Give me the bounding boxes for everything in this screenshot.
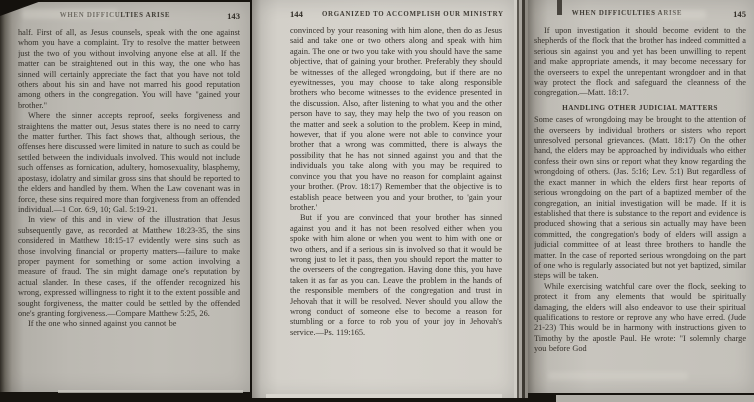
bottom-page-edge [556,395,754,402]
page-edge-stack [514,0,528,398]
paragraph: Some cases of wrongdoing may be brought to the attention of the overseers by individual brothers or sisters who report unresolved personal grievances. (Matt. 18:17) On the other hand, the elders may be approached by individuals who either confess their own sins or report what they know regarding the wrongdoing of others. (Jas. 5:16; Lev. 5:1) But regardless of the exact manner in which the elders first hear reports of serious wrongdoing on the part of a baptized member of the congregation, an initial investigation will be made. If it is established that there is substance to the report and evidence is produced showing that a serious sin actually may have been committed, the congregation's body of elders will assign a judicial committee of at least three brothers to handle the matter. In the case of reported serious wrongdoing on the part of one who is regularly associated but not yet baptized, similar steps will be taken. [534,115,746,281]
page-header-145 [536,10,746,22]
paragraph: In view of this and in view of the illustration that Jesus subsequently gave, as recorded at Matthew 18:23-35, the sins considered in Matthew 18:15-17 evidently were sins such as those involving financial or property matters—failure to make proper payment for something or some action involving a measure of fraud. The sin might damage one's reputation by actual slander. In these cases, if the offender recognized his wrong, expressed willingness to right it to the extent possible and sought forgiveness, the matter could be settled by the offended one's granting forgiveness.—Compare Matthew 5:25, 26. [18,215,240,318]
paragraph: But if you are convinced that your brother has sinned against you and it has not been resolved either when you spoke with him alone or when you went to him with one or two others, and if a serious sin is involved so that it would be wrong just to let it pass, then you should report the matter to the overseers of the congregation. Having done this, you have taken it as far as you can. Leave the problem in the hands of the responsible members of the congregation and trust in Jehovah that it will be resolved. Never should you allow the wrong conduct of someone else to become a reason for stumbling or a force to rob you of your joy in Jehovah's service.—Ps. 119:165. [290,213,502,337]
paragraph: Where the sinner accepts reproof, seeks forgiveness and straightens the matter out, Jesus states there is no need to carry the matter further. This fact shows that, although serious, the offenses here discussed were limited in nature to such as could be settled between the individuals involved. This would not include such offenses as fornication, adultery, homosexuality, blasphemy, apostasy, idolatry and similar gross sins that should be reported to the elders and handled by them. When the Law covenant was in force, these sins required more than forgiveness from an offended individual.—1 Cor. 6:9, 10; Gal. 5:19-21. [18,111,240,214]
running-head: WHEN DIFFICULTIES ARISE [571,10,683,17]
book-page-145 [528,0,754,393]
paragraph: While exercising watchful care over the flock, seeking to protect it from any elements that would be spiritually damaging, the elders will also endeavor to use their spiritual qualifications to restore or reprove any who have erred. (Jude 21-23) This would be in harmony with instructions given to Timothy by the apostle Paul. He wrote: "I solemnly charge you before God [534,281,746,354]
page-body-143 [18,28,240,386]
page-number: 143 [227,11,240,21]
running-head: ORGANIZED TO ACCOMPLISH OUR MINISTRY [322,11,504,18]
page-number: 144 [290,9,303,19]
scan-smudge [660,10,706,19]
page-number: 145 [733,9,746,19]
book-page-143 [0,2,250,392]
section-heading: HANDLING OTHER JUDICIAL MATTERS [562,102,718,112]
page-header-144 [290,10,502,22]
paragraph: If upon investigation it should become evident to the shepherds of the flock that the brother has indeed committed a serious sin against you and yet has been unwilling to repent and make appropriate amends, it may become necessary for the overseers to expel the unrepentant wrongdoer and in that way protect the flock and safeguard the cleanness of the congregation.—Matt. 18:17. [534,26,746,98]
paragraph: If the one who sinned against you cannot be [28,319,177,329]
scan-smudge [22,9,118,19]
paragraph: half. First of all, as Jesus counsels, speak with the one against whom you have a complaint. Try to resolve the matter between just the two of you without involving anyone else at all. If the matter can be straightened out in this way, the one who has sinned will certainly appreciate the fact that you have not told others about his sin and have not marred his good reputation among others in the congregation. You will have "gained your brother." [18,28,240,110]
page-body-144 [290,26,502,392]
page-edge-mark [557,0,562,15]
bottom-page-edge [266,394,502,398]
scan-smudge [548,372,688,380]
page-body-145 [534,26,746,387]
paragraph: convinced by your reasoning with him alone, then do as Jesus said and take one or two others along and speak with him again. The one or two you take with you should have the same objective, that of gaining your brother. Preferably they should be witnesses of the alleged wrongdoing, but if there are no eyewitnesses, you may choose to take along responsible brothers who become witnesses to the evidence presented in the discussion. Also, after listening to what you and the other person have to say, they may help the two of you reason on the matter and seek a solution to the problem. Keep in mind, however, that if you alone were not able to convince your brother that a wrong was committed, there is always the possibility that he has not sinned against you and that the individuals you take along with you may be required to convince you that you have no reason for complaint against your brother. (Prov. 18:17) Remember that the objective is to establish peace between you and your brother, to 'gain your brother.' [290,26,502,212]
book-page-144 [252,0,516,398]
bottom-page-edge [58,390,243,393]
running-head: WHEN DIFFICULTIES ARISE [59,12,171,19]
